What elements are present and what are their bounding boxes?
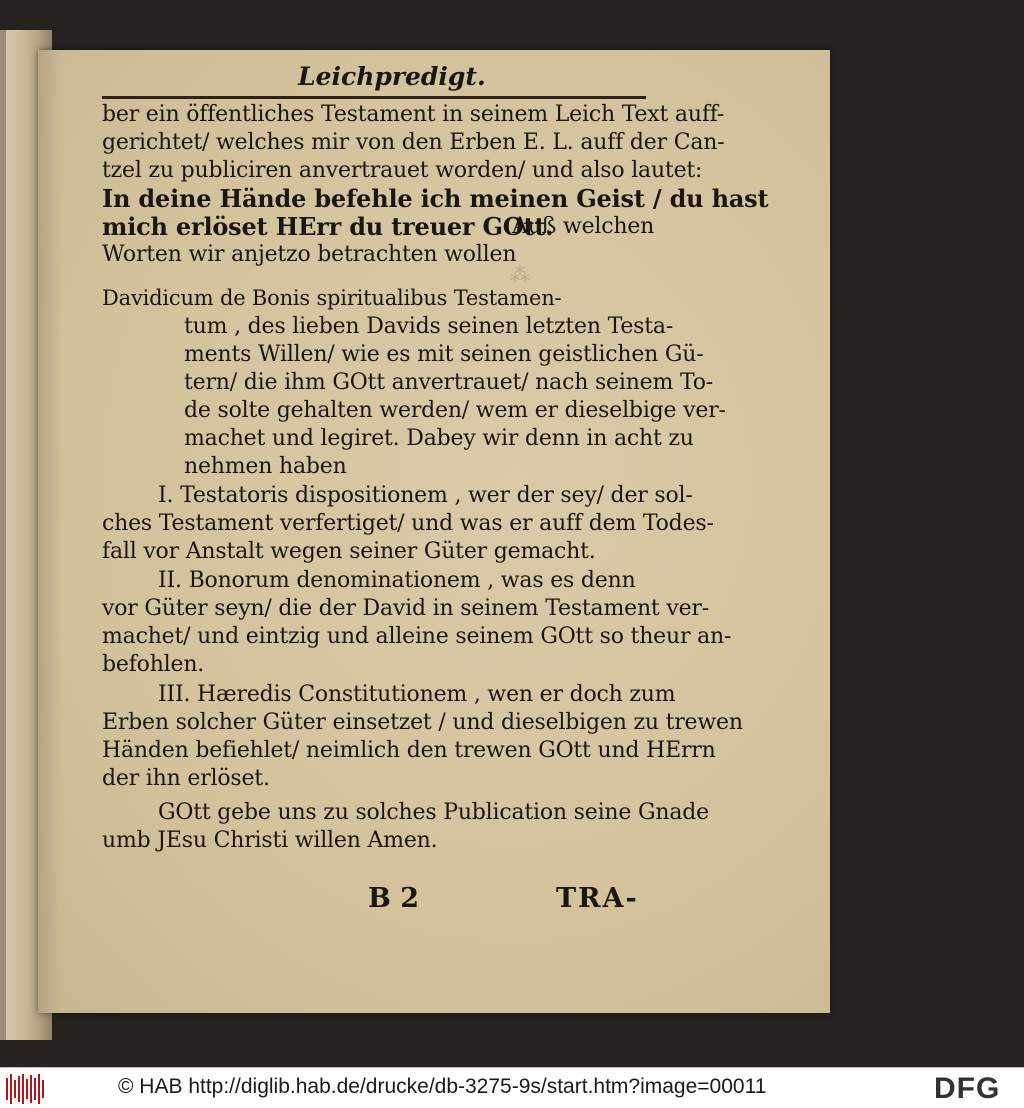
text-line: gerichtet/ welches mir von den Erben E. L. auff der Can- [102,130,725,155]
text-line: tzel zu publiciren anvertrauet worden/ und also lautet: [102,158,703,183]
point-two: II. Bonorum denominationem , was es denn [158,568,636,593]
text-line: de solte gehalten werden/ wem er dieselbige ver- [184,398,726,423]
closing-prayer: umb JEsu Christi willen Amen. [102,828,438,853]
text-line: der ihn erlöset. [102,766,270,791]
text-line: ments Willen/ wie es mit seinen geistlichen Gü- [184,342,704,367]
footer-bar [0,1067,1024,1108]
dfg-logo: DFG [934,1072,1001,1105]
quotation-line: mich erlöset HErr du treuer GOtt. [102,212,554,241]
point-three: III. Hæredis Constitutionem , wen er doch zum [158,682,676,707]
text-line: vor Güter seyn/ die der David in seinem Testament ver- [102,596,709,621]
header-rule [102,96,646,99]
text-line: tern/ die ihm GOtt anvertrauet/ nach seinem To- [184,370,713,395]
running-header: Leichpredigt. [298,62,486,91]
text-line: machet und legiret. Dabey wir denn in acht zu [184,426,694,451]
text-line: tum , des lieben Davids seinen letzten Testa- [184,314,674,339]
text-line: befohlen. [102,652,205,677]
copyright-link[interactable]: © HAB http://diglib.hab.de/drucke/db-3275-9s/start.htm?image=00011 [118,1075,767,1098]
point-one: I. Testatoris dispositionem , wer der sey/ der sol- [158,483,693,508]
text-line: machet/ und eintzig und alleine seinem GOtt so theur an- [102,624,732,649]
text-line: fall vor Anstalt wegen seiner Güter gemacht. [102,539,596,564]
page-gutter [38,50,62,1013]
signature-mark: B 2 [368,883,420,914]
theme-heading: Davidicum de Bonis spiritualibus Testamen- [102,286,562,310]
text-line: Händen befiehlet/ neimlich den trewen GOtt und HErrn [102,738,716,763]
text-line: Auß welchen [512,214,655,239]
hab-logo-icon [6,1074,46,1104]
text-line: ches Testament verfertiget/ und was er auff dem Todes- [102,511,714,536]
text-line: nehmen haben [184,454,347,479]
text-line: Worten wir anjetzo betrachten wollen [102,242,517,267]
catchword: TRA- [556,883,639,914]
bleed-through: ⁂ [510,262,530,286]
quotation-line: In deine Hände befehle ich meinen Geist / du hast [102,184,769,213]
text-line: ber ein öffentliches Testament in seinem Leich Text auff- [102,102,725,127]
text-line: Erben solcher Güter einsetzet / und dieselbigen zu trewen [102,710,743,735]
closing-prayer: GOtt gebe uns zu solches Publication seine Gnade [158,800,709,825]
